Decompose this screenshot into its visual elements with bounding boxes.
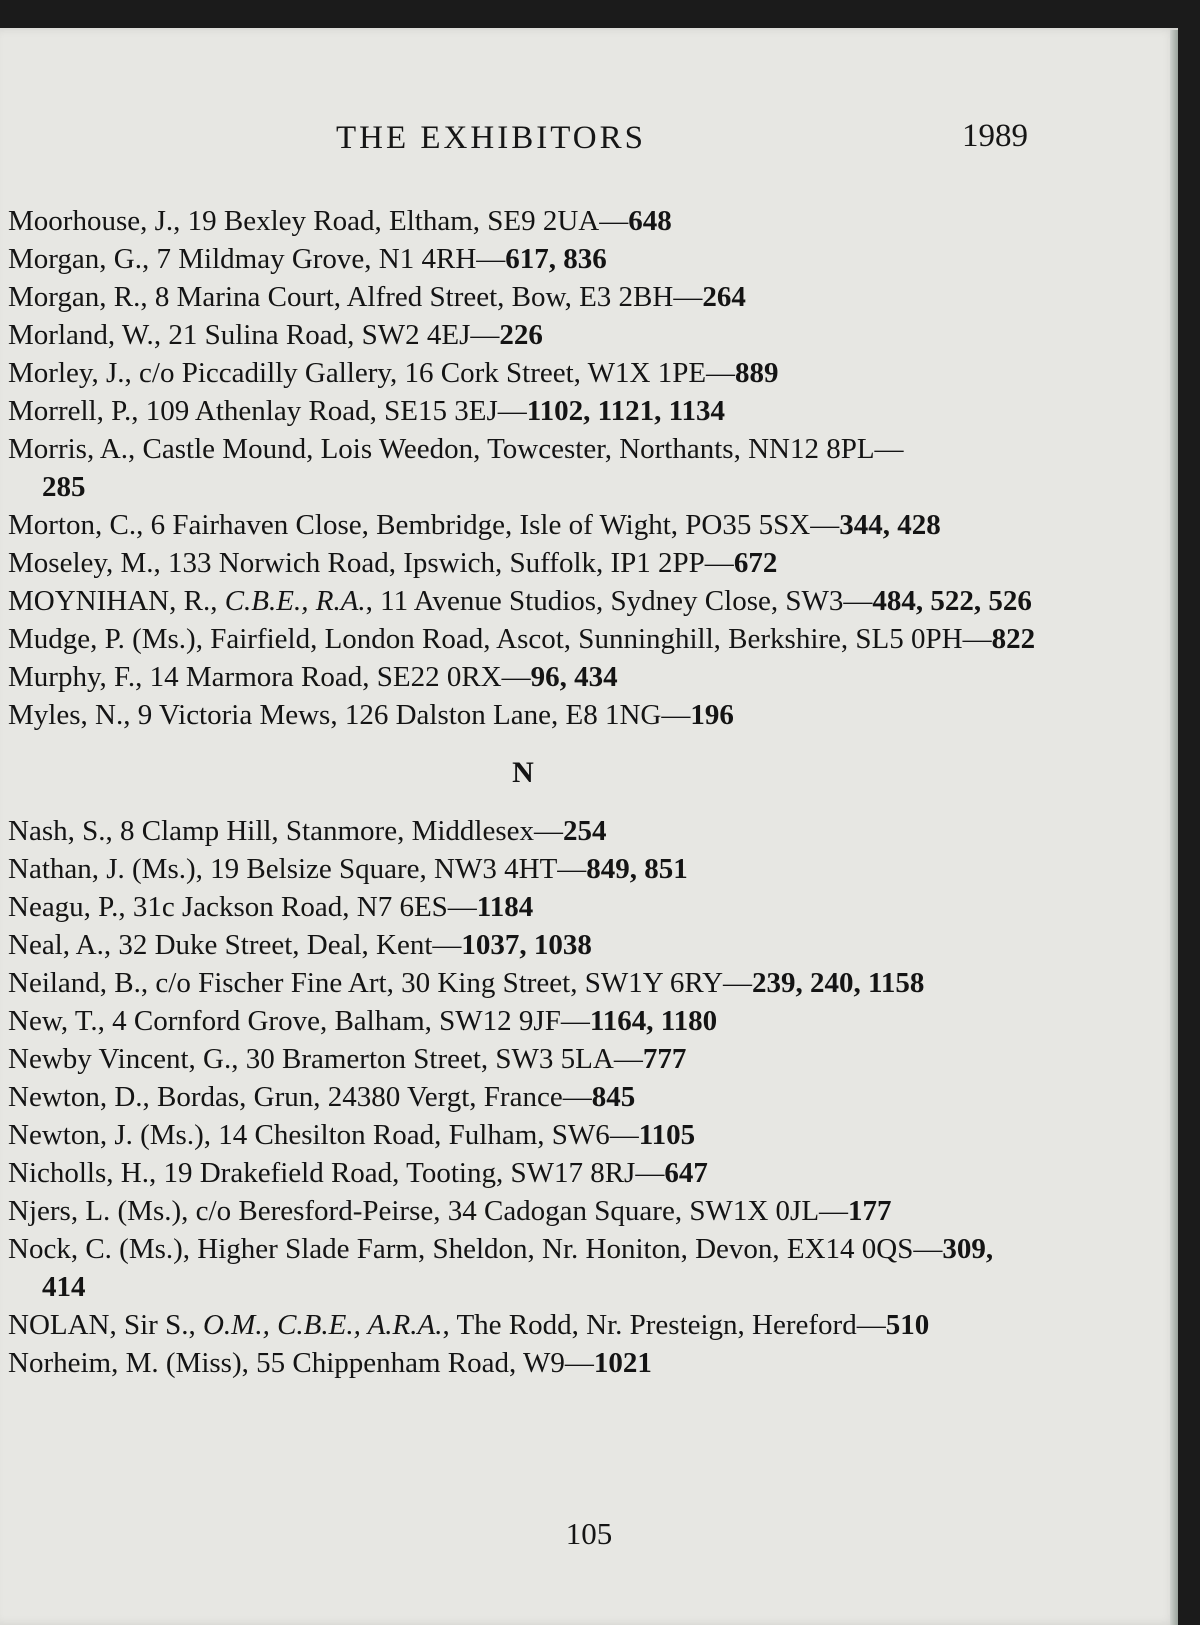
catalogue-numbers: 1164, 1180 [589,1005,718,1037]
catalogue-numbers: 777 [642,1043,687,1075]
exhibitor-address: , The Rodd, Nr. Presteign, Hereford— [442,1309,886,1341]
catalogue-numbers: 239, 240, 1158 [752,967,925,999]
exhibitor-entry [8,202,1038,240]
exhibitor-address: , 7 Mildmay Grove, N1 4RH— [141,243,506,275]
exhibitor-entry [8,888,1038,926]
exhibitor-honours: O.M., C.B.E., A.R.A. [202,1309,443,1341]
catalogue-numbers: 1037, 1038 [461,929,592,961]
exhibitor-address: , Castle Mound, Lois Weedon, Towcester, Northants, NN12 8PL— [128,433,904,465]
exhibitor-address: , 109 Athenlay Road, SE15 3EJ— [131,395,527,427]
exhibitor-name: Myles, N. [8,699,124,731]
exhibitor-entry [8,812,1038,850]
exhibitor-name: Morland, W. [8,319,154,351]
exhibitor-address: , 19 Belsize Square, NW3 4HT— [195,853,587,885]
exhibitor-name: Newton, D. [8,1081,143,1113]
exhibitor-entry [8,1002,1038,1040]
exhibitor-entry [8,392,1038,430]
exhibitor-entry: NOLAN, Sir S., O.M., C.B.E., A.R.A., The Rodd, Nr. Presteign, Hereford—510 [8,1309,930,1341]
running-head [0,92,1178,156]
exhibitor-entry [8,1344,1038,1382]
exhibitor-name: Morgan, G. [8,243,142,275]
catalogue-numbers: 1105 [638,1119,696,1151]
exhibitor-address: , 8 Clamp Hill, Stanmore, Middlesex— [105,815,563,847]
exhibitor-address: , 19 Drakefield Road, Tooting, SW17 8RJ— [148,1157,665,1189]
exhibitor-name: Neiland, B. [8,967,141,999]
exhibitor-honours: C.B.E., R.A. [224,585,366,617]
exhibitor-address: , 31c Jackson Road, N7 6ES— [118,891,477,923]
exhibitor-address: , 4 Cornford Grove, Balham, SW12 9JF— [97,1005,590,1037]
exhibitor-entry [8,1154,1038,1192]
catalogue-numbers: 1184 [476,891,534,923]
exhibitor-name: Nicholls, H. [8,1157,149,1189]
exhibitor-entry [8,544,1038,582]
catalogue-numbers: 177 [848,1195,892,1227]
exhibitor-address: , Fairfield, London Road, Ascot, Sunninghill, Berkshire, SL5 0PH— [195,623,992,655]
exhibitor-entry [8,926,1038,964]
exhibitor-name: Nash, S. [8,815,106,847]
exhibitor-name: NOLAN, Sir S. [8,1309,189,1341]
exhibitor-entry [8,658,1038,696]
running-head-title: THE EXHIBITORS [336,120,646,156]
catalogue-numbers: 309, 414 [42,1233,994,1303]
exhibitor-address: , 8 Marina Court, Alfred Street, Bow, E3 2BH— [140,281,703,313]
exhibitor-name: Moorhouse, J. [8,205,174,237]
exhibitor-entry [8,1230,1038,1306]
catalogue-numbers: 510 [885,1309,930,1341]
exhibitor-entry [8,620,1038,658]
catalogue-numbers: 845 [591,1081,636,1113]
exhibitor-address: , 9 Victoria Mews, 126 Dalston Lane, E8 1NG— [123,699,691,731]
exhibitor-name: MOYNIHAN, R. [8,585,211,617]
exhibitor-name: Moseley, M. [8,547,154,579]
exhibitor-address: , 11 Avenue Studios, Sydney Close, SW3— [365,585,873,617]
exhibitor-address: , Higher Slade Farm, Sheldon, Nr. Honiton, Devon, EX14 0QS— [182,1233,943,1265]
catalogue-numbers: 648 [628,205,672,237]
exhibitor-entry [8,1078,1038,1116]
catalogue-numbers: 672 [733,547,778,579]
book-page [0,28,1178,1625]
exhibitor-name: Morris, A. [8,433,129,465]
exhibitor-name: Neal, A. [8,929,104,961]
exhibitor-address: , 133 Norwich Road, Ipswich, Suffolk, IP1 2PP— [153,547,734,579]
exhibitor-address: , 32 Duke Street, Deal, Kent— [103,929,462,961]
exhibitor-list [8,202,1038,1382]
exhibitor-name: Njers, L. (Ms.) [8,1195,182,1227]
exhibitor-entry: MOYNIHAN, R., C.B.E., R.A., 11 Avenue Studios, Sydney Close, SW3—484, 522, 526 [8,585,1032,617]
exhibitor-name: Murphy, F. [8,661,136,693]
exhibitor-name: Newton, J. (Ms.) [8,1119,204,1151]
catalogue-numbers: 196 [690,699,734,731]
exhibitor-entry [8,964,1038,1002]
exhibitor-name: Neagu, P. [8,891,119,923]
exhibitor-name: Norheim, M. (Miss) [8,1347,242,1379]
exhibitor-name: New, T. [8,1005,98,1037]
exhibitor-address: , Bordas, Grun, 24380 Vergt, France— [142,1081,592,1113]
catalogue-numbers: 484, 522, 526 [872,585,1032,617]
exhibitor-entry [8,430,1038,506]
exhibitor-name: Morton, C. [8,509,137,541]
exhibitor-entry [8,696,1038,734]
exhibitor-address: , 55 Chippenham Road, W9— [241,1347,594,1379]
exhibitor-entry [8,506,1038,544]
exhibitor-name: Morrell, P. [8,395,132,427]
exhibitor-entry [8,240,1038,278]
exhibitor-name: Mudge, P. (Ms.) [8,623,196,655]
exhibitor-name: Morgan, R. [8,281,141,313]
page-number: 105 [565,1516,613,1551]
catalogue-numbers: 1102, 1121, 1134 [526,395,725,427]
catalogue-numbers: 264 [702,281,746,313]
exhibitor-entry [8,316,1038,354]
catalogue-numbers: 96, 434 [530,661,618,693]
running-head-year: 1989 [962,118,1028,154]
exhibitor-name: Morley, J. [8,357,125,389]
exhibitor-entry [8,278,1038,316]
exhibitor-address: , c/o Piccadilly Gallery, 16 Cork Street, W1X 1PE— [124,357,736,389]
exhibitor-address: , 14 Chesilton Road, Fulham, SW6— [203,1119,639,1151]
catalogue-numbers: 226 [499,319,543,351]
exhibitor-address: , c/o Fischer Fine Art, 30 King Street, SW1Y 6RY— [140,967,753,999]
exhibitor-address: , 14 Marmora Road, SE22 0RX— [135,661,531,693]
page-edge [1170,30,1178,1625]
exhibitor-address: , 19 Bexley Road, Eltham, SE9 2UA— [173,205,629,237]
exhibitor-entry [8,1040,1038,1078]
catalogue-numbers: 647 [664,1157,708,1189]
catalogue-numbers: 849, 851 [586,853,688,885]
catalogue-numbers: 822 [991,623,1036,655]
section-letter: N [512,756,534,789]
catalogue-numbers: 889 [735,357,779,389]
exhibitor-entry [8,354,1038,392]
catalogue-numbers: 344, 428 [839,509,941,541]
catalogue-numbers: 285 [42,471,86,503]
exhibitor-address: , c/o Beresford-Peirse, 34 Cadogan Square, SW1X 0JL— [181,1195,849,1227]
exhibitor-name: Nathan, J. (Ms.) [8,853,196,885]
catalogue-numbers: 254 [563,815,607,847]
exhibitor-name: Newby Vincent, G. [8,1043,232,1075]
exhibitor-entry [8,850,1038,888]
exhibitor-address: , 6 Fairhaven Close, Bembridge, Isle of Wight, PO35 5SX— [136,509,840,541]
exhibitor-name: Nock, C. (Ms.) [8,1233,183,1265]
exhibitor-entry [8,1192,1038,1230]
catalogue-numbers: 1021 [593,1347,652,1379]
exhibitor-address: , 21 Sulina Road, SW2 4EJ— [153,319,500,351]
exhibitor-entry [8,1116,1038,1154]
exhibitor-address: , 30 Bramerton Street, SW3 5LA— [231,1043,643,1075]
catalogue-numbers: 617, 836 [505,243,607,275]
